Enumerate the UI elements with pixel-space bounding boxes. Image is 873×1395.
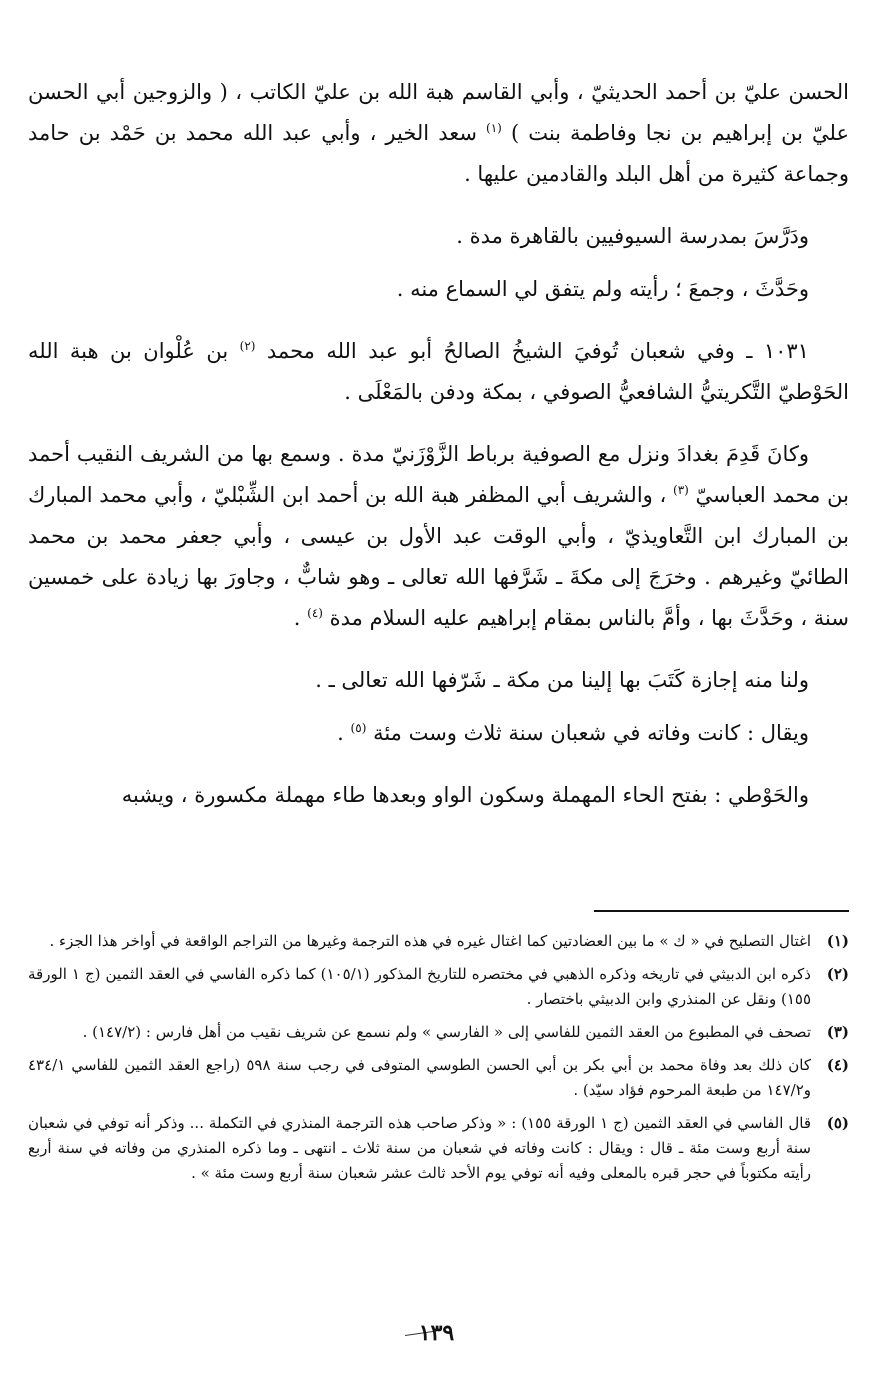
- paragraph-5: [28, 434, 849, 639]
- footnote-marker-5: (٥): [350, 721, 367, 735]
- paragraph-1-text: الحسن عليّ بن أحمد الحديثيّ ، وأبي القاسم هبة الله بن عليّ الكاتب ، ( والزوجين أبي الحسن عليّ بن إبراهيم بن نجا وفاطمة بنت ): [28, 80, 849, 145]
- paragraph-5-end: .: [293, 606, 301, 630]
- footnote-marker-1: (١): [486, 121, 502, 135]
- footnote-marker-2: (٢): [239, 339, 256, 353]
- footnote-number: (١): [826, 932, 849, 950]
- footnote-number: (٤): [826, 1056, 849, 1074]
- footnotes-section: [28, 929, 849, 1194]
- footnote-divider: [594, 910, 849, 912]
- paragraph-2: ودَرَّسَ بمدرسة السيوفيين بالقاهرة مدة .: [456, 224, 809, 248]
- paragraph-7-end: .: [337, 721, 344, 745]
- page-number: ١٣٩: [418, 1320, 455, 1346]
- paragraph-5-continued: ، والشريف أبي المظفر هبة الله بن أحمد ابن الشِّبْليّ ، وأبي محمد المبارك بن المبارك ابن التَّعاويذيّ ، وأبي الوقت عبد الأول بن عيسى ، وأبي جعفر محمد بن محمد الطائيّ وغيرهم . وخرَجَ إلى مكةَ ـ شَرَّفها الله تعالى ـ وهو شابٌّ ، وجاورَ بها زيادة على خمسين سنة ، وحَدَّثَ بها ، وأمَّ بالناس بمقام إبراهيم عليه السلام مدة: [28, 483, 849, 630]
- paragraph-4: [28, 331, 849, 413]
- footnote-text: اغتال التصليح في « ك » ما بين العضادتين كما اغتال غيره في هذه الترجمة وغيرها من التراجم الواقعة في أواخر هذا الجزء .: [49, 932, 811, 950]
- footnote-text: ذكره ابن الدبيثي في تاريخه وذكره الذهبي في مختصره للتاريخ المذكور (١٠٥/١) كما ذكره الفاسي في العقد الثمين (ج ١ الورقة ١٥٥) ونقل عن المنذري وابن الدبيثي باختصار .: [28, 965, 811, 1008]
- footnote-1: [28, 929, 849, 954]
- footnote-text: قال الفاسي في العقد الثمين (ج ١ الورقة ١٥٥) : « وذكر صاحب هذه الترجمة المنذري في التكملة ... وذكر أنه توفي في شعبان سنة أربع وست مئة ـ قال : ويقال : كانت وفاته في شعبان من سنة ثلاث ـ انتهى ـ وما ذكره المنذري من وفاته في سنة أربع رأيته مكتوباً في حجر قبره بالمعلى وفيه أنه توفي يوم الأحد ثالث عشر شعبان سنة أربع وست مئة » .: [28, 1114, 811, 1182]
- paragraph-6: ولنا منه إجازة كَتَبَ بها إلينا من مكة ـ شَرّفها الله تعالى ـ .: [315, 668, 809, 692]
- paragraph-5-text: وكانَ قَدِمَ بغدادَ ونزل مع الصوفية برباط الزَّوْزَنيّ مدة . وسمع بها من الشريف النقيب أحمد بن محمد العباسيّ: [28, 442, 849, 507]
- footnote-3: [28, 1020, 849, 1045]
- entry-heading-text: ١٠٣١ ـ وفي شعبان تُوفيَ الشيخُ الصالحُ أبو عبد الله محمد: [266, 339, 809, 363]
- main-text: [28, 72, 849, 816]
- footnote-marker-4: (٤): [307, 606, 323, 620]
- footnote-number: (٥): [826, 1114, 849, 1132]
- paragraph-7: [28, 713, 849, 754]
- footnote-4: [28, 1053, 849, 1103]
- paragraph-8: والحَوْطي : بفتح الحاء المهملة وسكون الواو وبعدها طاء مهملة مكسورة ، ويشبه: [121, 783, 809, 807]
- entry-heading-continued: بن عُلْوان بن هبة الله الحَوْطيّ التَّكريتيُّ الشافعيُّ الصوفي ، بمكة ودفن بالمَعْلَى .: [28, 339, 849, 404]
- paragraph-1-continued: سعد الخير ، وأبي عبد الله محمد بن حَمْد بن حامد وجماعة كثيرة من أهل البلد والقادمين عليها .: [28, 121, 849, 186]
- footnote-number: (٢): [826, 965, 849, 983]
- footnote-marker-3: (٣): [673, 483, 689, 497]
- footnote-2: [28, 962, 849, 1012]
- footnote-text: تصحف في المطبوع من العقد الثمين للفاسي إلى « الفارسي » ولم نسمع عن شريف نقيب من أهل فارس : (١٤٧/٢) .: [82, 1023, 811, 1041]
- paragraph-3: وحَدَّثَ ، وجمعَ ؛ رأيته ولم يتفق لي السماع منه .: [396, 277, 809, 301]
- paragraph-1: [28, 72, 849, 195]
- footnote-number: (٣): [826, 1023, 849, 1041]
- paragraph-7-text: ويقال : كانت وفاته في شعبان سنة ثلاث وست مئة: [373, 721, 809, 745]
- footnote-5: [28, 1111, 849, 1186]
- footnote-text: كان ذلك بعد وفاة محمد بن أبي بكر بن أبي الحسن الطوسي المتوفى في رجب سنة ٥٩٨ (راجع العقد الثمين للفاسي ٤٣٤/١ و١٤٧/٢ من طبعة المرحوم فؤاد سيّد) .: [28, 1056, 811, 1099]
